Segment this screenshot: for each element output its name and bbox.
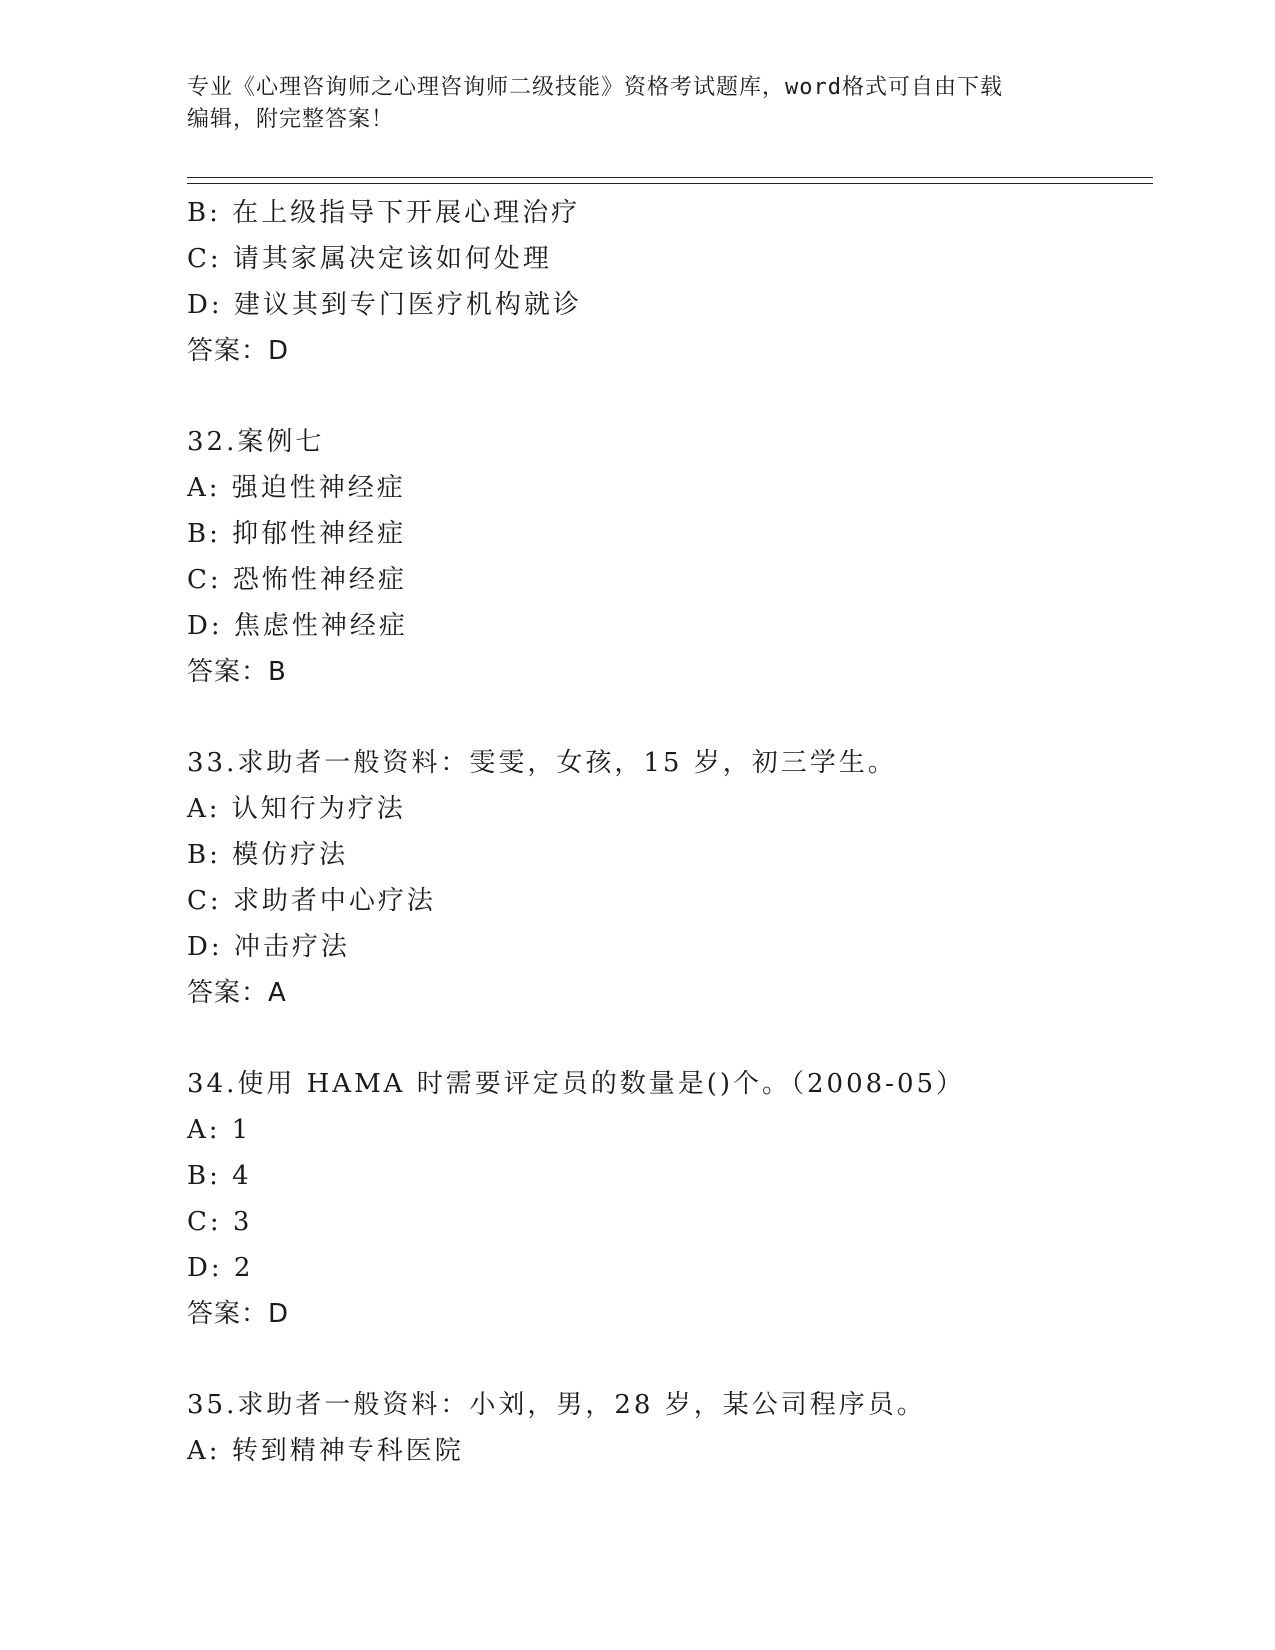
- answer-label: 答案：D: [187, 336, 290, 366]
- spacer: [187, 374, 1153, 419]
- spacer: [187, 1016, 1153, 1061]
- option-a: A: 转到精神专科医院: [187, 1436, 464, 1466]
- option-d: D: 2: [187, 1253, 254, 1283]
- question-stem: 34.使用 HAMA 时需要评定员的数量是()个。（2008-05）: [187, 1069, 966, 1099]
- option-c: C: 恐怖性神经症: [187, 565, 407, 595]
- option-d: D: 冲击疗法: [187, 932, 350, 962]
- question-stem: 33.求助者一般资料：雯雯，女孩，15 岁，初三学生。: [187, 748, 897, 778]
- option-a: A: 认知行为疗法: [187, 794, 406, 824]
- header-divider-top: [187, 177, 1153, 178]
- option-d: D: 建议其到专门医疗机构就诊: [187, 290, 582, 320]
- option-b: B: 模仿疗法: [187, 840, 349, 870]
- question-stem: 35.求助者一般资料：小刘，男，28 岁，某公司程序员。: [187, 1390, 926, 1420]
- document-header: [187, 72, 1087, 136]
- header-line-1: 专业《心理咨询师之心理咨询师二级技能》资格考试题库，word格式可自由下载: [187, 75, 1003, 100]
- option-b: B: 4: [187, 1161, 252, 1191]
- question-list: [187, 190, 1153, 1474]
- answer-label: 答案：B: [187, 657, 287, 687]
- option-a: A: 1: [187, 1115, 252, 1145]
- option-b: B: 在上级指导下开展心理治疗: [187, 198, 581, 228]
- question-fragment: [187, 190, 1153, 374]
- question-32: [187, 419, 1153, 695]
- spacer: [187, 1337, 1153, 1382]
- option-c: C: 求助者中心疗法: [187, 886, 436, 916]
- option-a: A: 强迫性神经症: [187, 473, 406, 503]
- question-33: [187, 740, 1153, 1016]
- option-d: D: 焦虑性神经症: [187, 611, 408, 641]
- spacer: [187, 695, 1153, 740]
- answer-label: 答案：A: [187, 978, 287, 1008]
- option-b: B: 抑郁性神经症: [187, 519, 407, 549]
- header-line-2: 编辑，附完整答案！: [187, 107, 395, 132]
- answer-label: 答案：D: [187, 1299, 290, 1329]
- question-34: [187, 1061, 1153, 1337]
- header-divider-bottom: [187, 183, 1153, 184]
- question-stem: 32.案例七: [187, 427, 325, 457]
- question-35: [187, 1382, 1153, 1474]
- option-c: C: 3: [187, 1207, 253, 1237]
- option-c: C: 请其家属决定该如何处理: [187, 244, 552, 274]
